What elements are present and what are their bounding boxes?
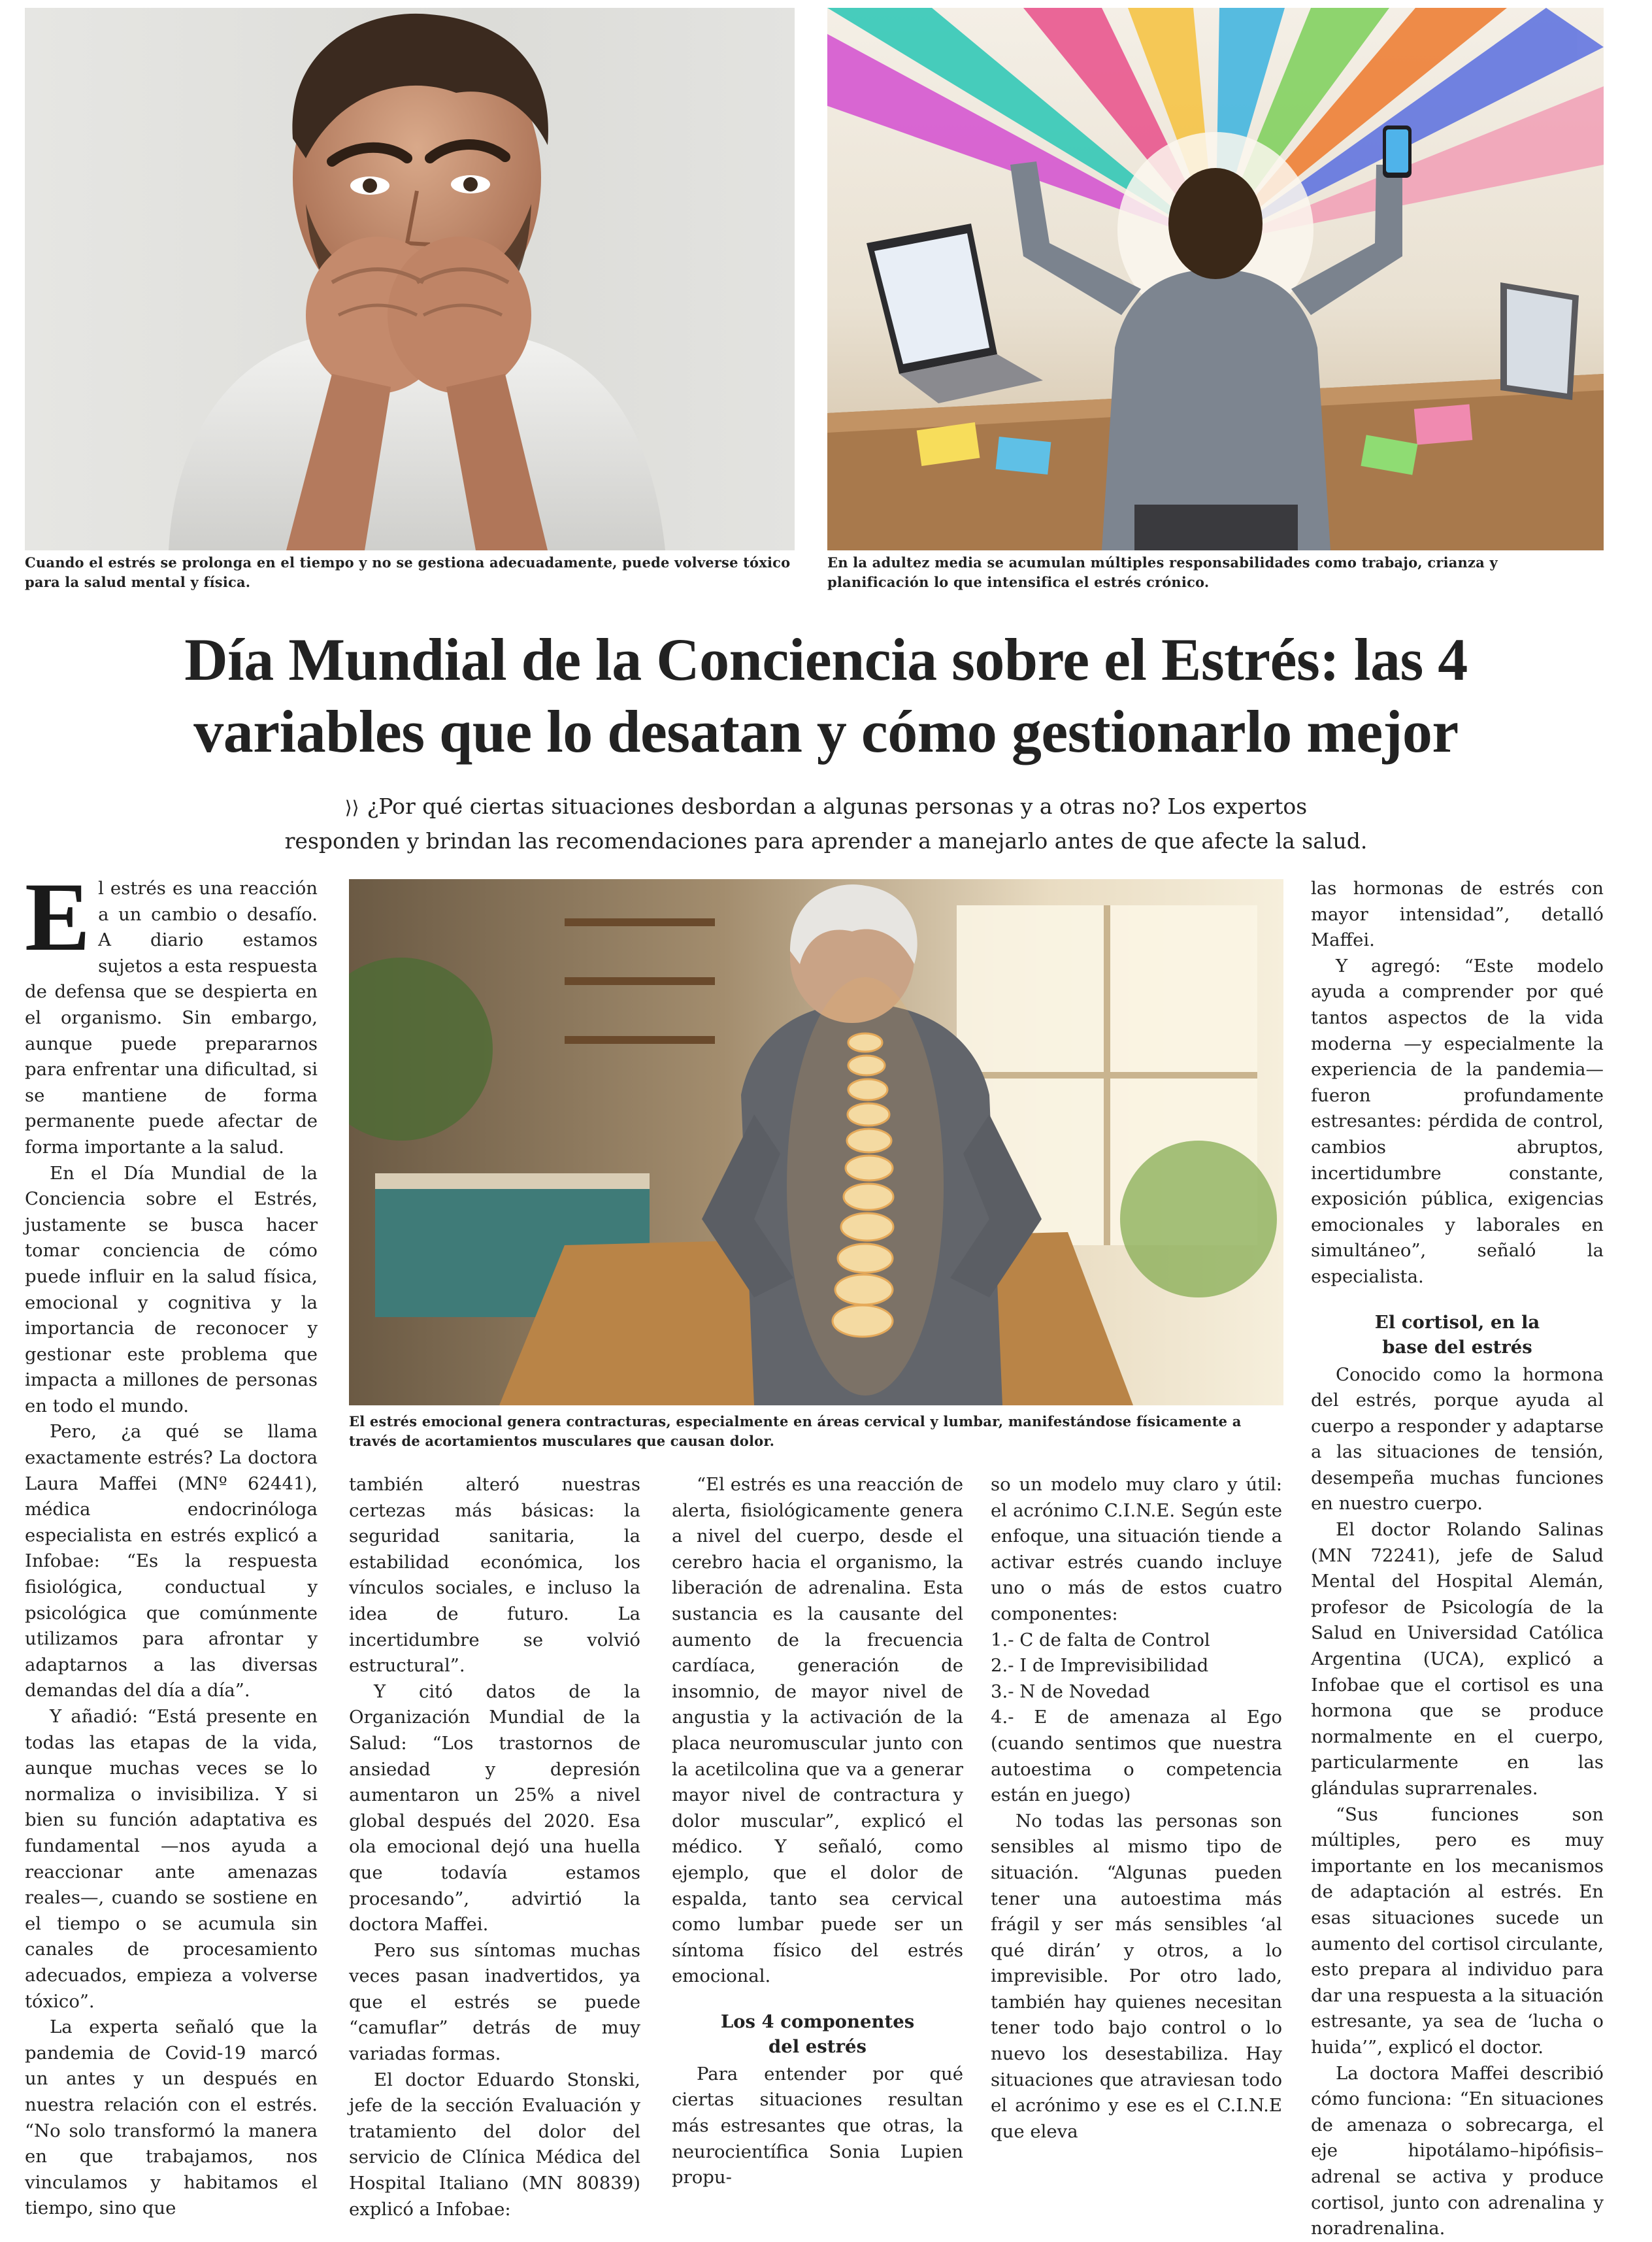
list-item: 1.- C de falta de Control xyxy=(991,1629,1210,1650)
headline-line-1: Día Mundial de la Conciencia sobre el Estrés: las 4 xyxy=(184,626,1468,693)
paragraph: también alteró nuestras certezas más básicas: la seguridad sanitaria, la estabilidad económica, los vínculos sociales, e incluso la idea de futuro. La incertidumbre se volvió estructural”. xyxy=(349,1474,640,1677)
paragraph: so un modelo muy claro y útil: el acrónimo C.I.N.E. Según este enfoque, una situación tiende a activar estrés cuando incluye uno o más de estos cuatro componentes: xyxy=(991,1474,1282,1624)
chevron-right-icon: ⟩⟩ xyxy=(344,797,359,818)
paragraph: La doctora Maffei describió cómo funciona: “En situaciones de amenaza o sobrecarga, el eje hipotálamo–hipófisis–adrenal se activa y produce cortisol, junto con adrenalina y noradrenalina. xyxy=(1311,2062,1604,2239)
subhead-line: base del estrés xyxy=(1382,1336,1532,1358)
list-item: 3.- N de Novedad xyxy=(991,1681,1150,1702)
deck-line-2: responden y brindan las recomendaciones para aprender a manejarlo antes de que afecte la salud. xyxy=(284,828,1368,854)
paragraph: La experta señaló que la pandemia de Covid-19 marcó un antes y un después en nuestra relación con el estrés. “No solo transformó la manera en que trabajamos, nos vinculamos y habitamos el tiempo, sino que xyxy=(25,2016,318,2219)
photo-overwhelmed-worker xyxy=(827,8,1604,550)
paragraph: Y citó datos de la Organización Mundial de la Salud: “Los trastornos de ansiedad y depresión aumentaron un 25% a nivel global después del 2020. Esa ola emocional dejó una huella que todavía estamos procesando”, advirtió la doctora Maffei. xyxy=(349,1681,640,1935)
article-column-5 xyxy=(1311,876,1604,2242)
paragraph: Pero sus síntomas muchas veces pasan inadvertidos, ya que el estrés se puede “camuflar” detrás de muy variadas formas. xyxy=(349,1939,640,2065)
article-column-3 xyxy=(672,1472,963,2191)
paragraph: No todas las personas son sensibles al mismo tipo de situación. “Algunas pueden tener una autoestima más frágil y ser más sensibles ‘al qué dirán’ y otros, a lo imprevisible. Por otro lado, también hay quienes necesitan tener todo bajo control o lo nuevo los desestabiliza. Hay situaciones que atraviesan todo el acrónimo y ese es el C.I.N.E que eleva xyxy=(991,1810,1282,2142)
subhead-line: El cortisol, en la xyxy=(1374,1311,1540,1333)
section-subhead xyxy=(672,2009,963,2059)
section-subhead xyxy=(1311,1310,1604,1360)
paragraph: El doctor Eduardo Stonski, jefe de la sección Evaluación y tratamiento del dolor del servicio de Clínica Médica del Hospital Italiano (MN 80839) explicó a Infobae: xyxy=(349,2069,640,2220)
article-column-1 xyxy=(25,863,318,2222)
drop-cap: E xyxy=(25,863,91,971)
paragraph: “Sus funciones son múltiples, pero es muy importante en los mecanismos de adaptación al estrés. En esas situaciones sucede un aumento del cortisol circulante, esto prepara al individuo para dar una respuesta a la situación estresante, ya sea de ‘lucha o huida’”, explicó el doctor. xyxy=(1311,1803,1604,2058)
list-item: 2.- I de Imprevisibilidad xyxy=(991,1655,1209,1677)
deck-line-1 xyxy=(196,789,1456,825)
paragraph: En el Día Mundial de la Conciencia sobre el Estrés, justamente se busca hacer tomar conciencia de cómo puede influir en la salud física, emocional y cognitiva y la importancia de reconocer y gestionar este problema que impacta a millones de personas en todo el mundo. xyxy=(25,1162,318,1416)
deck-line-1-text: ¿Por qué ciertas situaciones desbordan a algunas personas y a otras no? Los expertos xyxy=(367,794,1308,819)
headline-line-2: variables que lo desatan y cómo gestionarlo mejor xyxy=(193,698,1459,765)
paragraph: Pero, ¿a qué se llama exactamente estrés? La doctora Laura Maffei (MNº 62441), médica endocrinóloga especialista en estrés explicó a Infobae: “Es la respuesta fisiológica, conductual y psicológica que comúnmente utilizamos para afrontar y adaptarnos a las diversas demandas del día a día”. xyxy=(25,1421,318,1701)
paragraph: “El estrés es una reacción de alerta, fisiológicamente genera a nivel del cuerpo, desde el cerebro hacia el organismo, la liberación de adrenalina. Esta sustancia es la causante del aumento de la frecuencia cardíaca, generación de insomnio, de mayor nivel de angustia y la activación de la placa neuromuscular junto con la acetilcolina que va a generar mayor nivel de contractura y dolor muscular”, explicó el médico. Y señaló, como ejemplo, que el dolor de espalda, tanto sea cervical como lumbar puede ser un síntoma físico del estrés emocional. xyxy=(672,1474,963,1987)
paragraph: Y agregó: “Este modelo ayuda a comprender por qué tantos aspectos de la vida moderna —y especialmente la experiencia de la pandemia— fueron profundamente estresantes: pérdida de control, cambios abruptos, incertidumbre constante, exposición pública, exigencias emocionales y laborales en simultáneo”, señaló la especialista. xyxy=(1311,955,1604,1287)
paragraph: las hormonas de estrés con mayor intensidad”, detalló Maffei. xyxy=(1311,878,1604,951)
article-column-2 xyxy=(349,1472,640,2222)
photo2-caption: En la adultez media se acumulan múltiples responsabilidades como trabajo, crianza y planificación lo que intensifica el estrés crónico. xyxy=(827,554,1498,590)
photo1-caption: Cuando el estrés se prolonga en el tiempo y no se gestiona adecuadamente, puede volverse tóxico para la salud mental y física. xyxy=(25,554,791,590)
subhead-line: Los 4 componentes xyxy=(720,2011,915,2032)
photo-stressed-man xyxy=(25,8,795,550)
list-item: 4.- E de amenaza al Ego (cuando sentimos que nuestra autoestima o competencia están en juego) xyxy=(991,1707,1282,1806)
photo-back-pain xyxy=(349,879,1283,1405)
photo3-caption: El estrés emocional genera contracturas, especialmente en áreas cervical y lumbar, manifestándose físicamente a través de acortamientos musculares que causan dolor. xyxy=(349,1413,1242,1449)
paragraph-text: l estrés es una reacción a un cambio o desafío. A diario estamos sujetos a esta respuesta de defensa que se despierta en el organismo. Sin embargo, aunque puede prepararnos para enfrentar una dificultad, si se mantiene de forma permanente puede afectar de forma importante a la salud. xyxy=(25,878,318,1158)
paragraph xyxy=(25,863,318,1161)
paragraph: El doctor Rolando Salinas (MN 72241), jefe de Salud Mental del Hospital Alemán, profesor de Psicología de la Salud en Universidad Católica Argentina (UCA), explicó a Infobae que el cortisol es una hormona que se produce normalmente en el cuerpo, particularmente en las glándulas suprarrenales. xyxy=(1311,1519,1604,1799)
article-column-4 xyxy=(991,1472,1282,2145)
paragraph: Y añadió: “Está presente en todas las etapas de la vida, aunque muchas veces se lo normaliza o invisibiliza. Y si bien su función adaptativa es fundamental —nos ayuda a reaccionar ante amenazas reales—, cuando se sostiene en el tiempo o se acumula sin canales de procesamiento adecuados, empieza a volverse tóxico”. xyxy=(25,1706,318,2012)
cine-list xyxy=(991,1628,1282,1809)
paragraph: Para entender por qué ciertas situaciones resultan más estresantes que otras, la neurocientífica Sonia Lupien propu- xyxy=(672,2063,963,2188)
paragraph: Conocido como la hormona del estrés, porque ayuda al cuerpo a responder y adaptarse a las situaciones de tensión, desempeña muchas funciones en nuestro cuerpo. xyxy=(1311,1364,1604,1514)
subhead-line: del estrés xyxy=(768,2035,867,2057)
